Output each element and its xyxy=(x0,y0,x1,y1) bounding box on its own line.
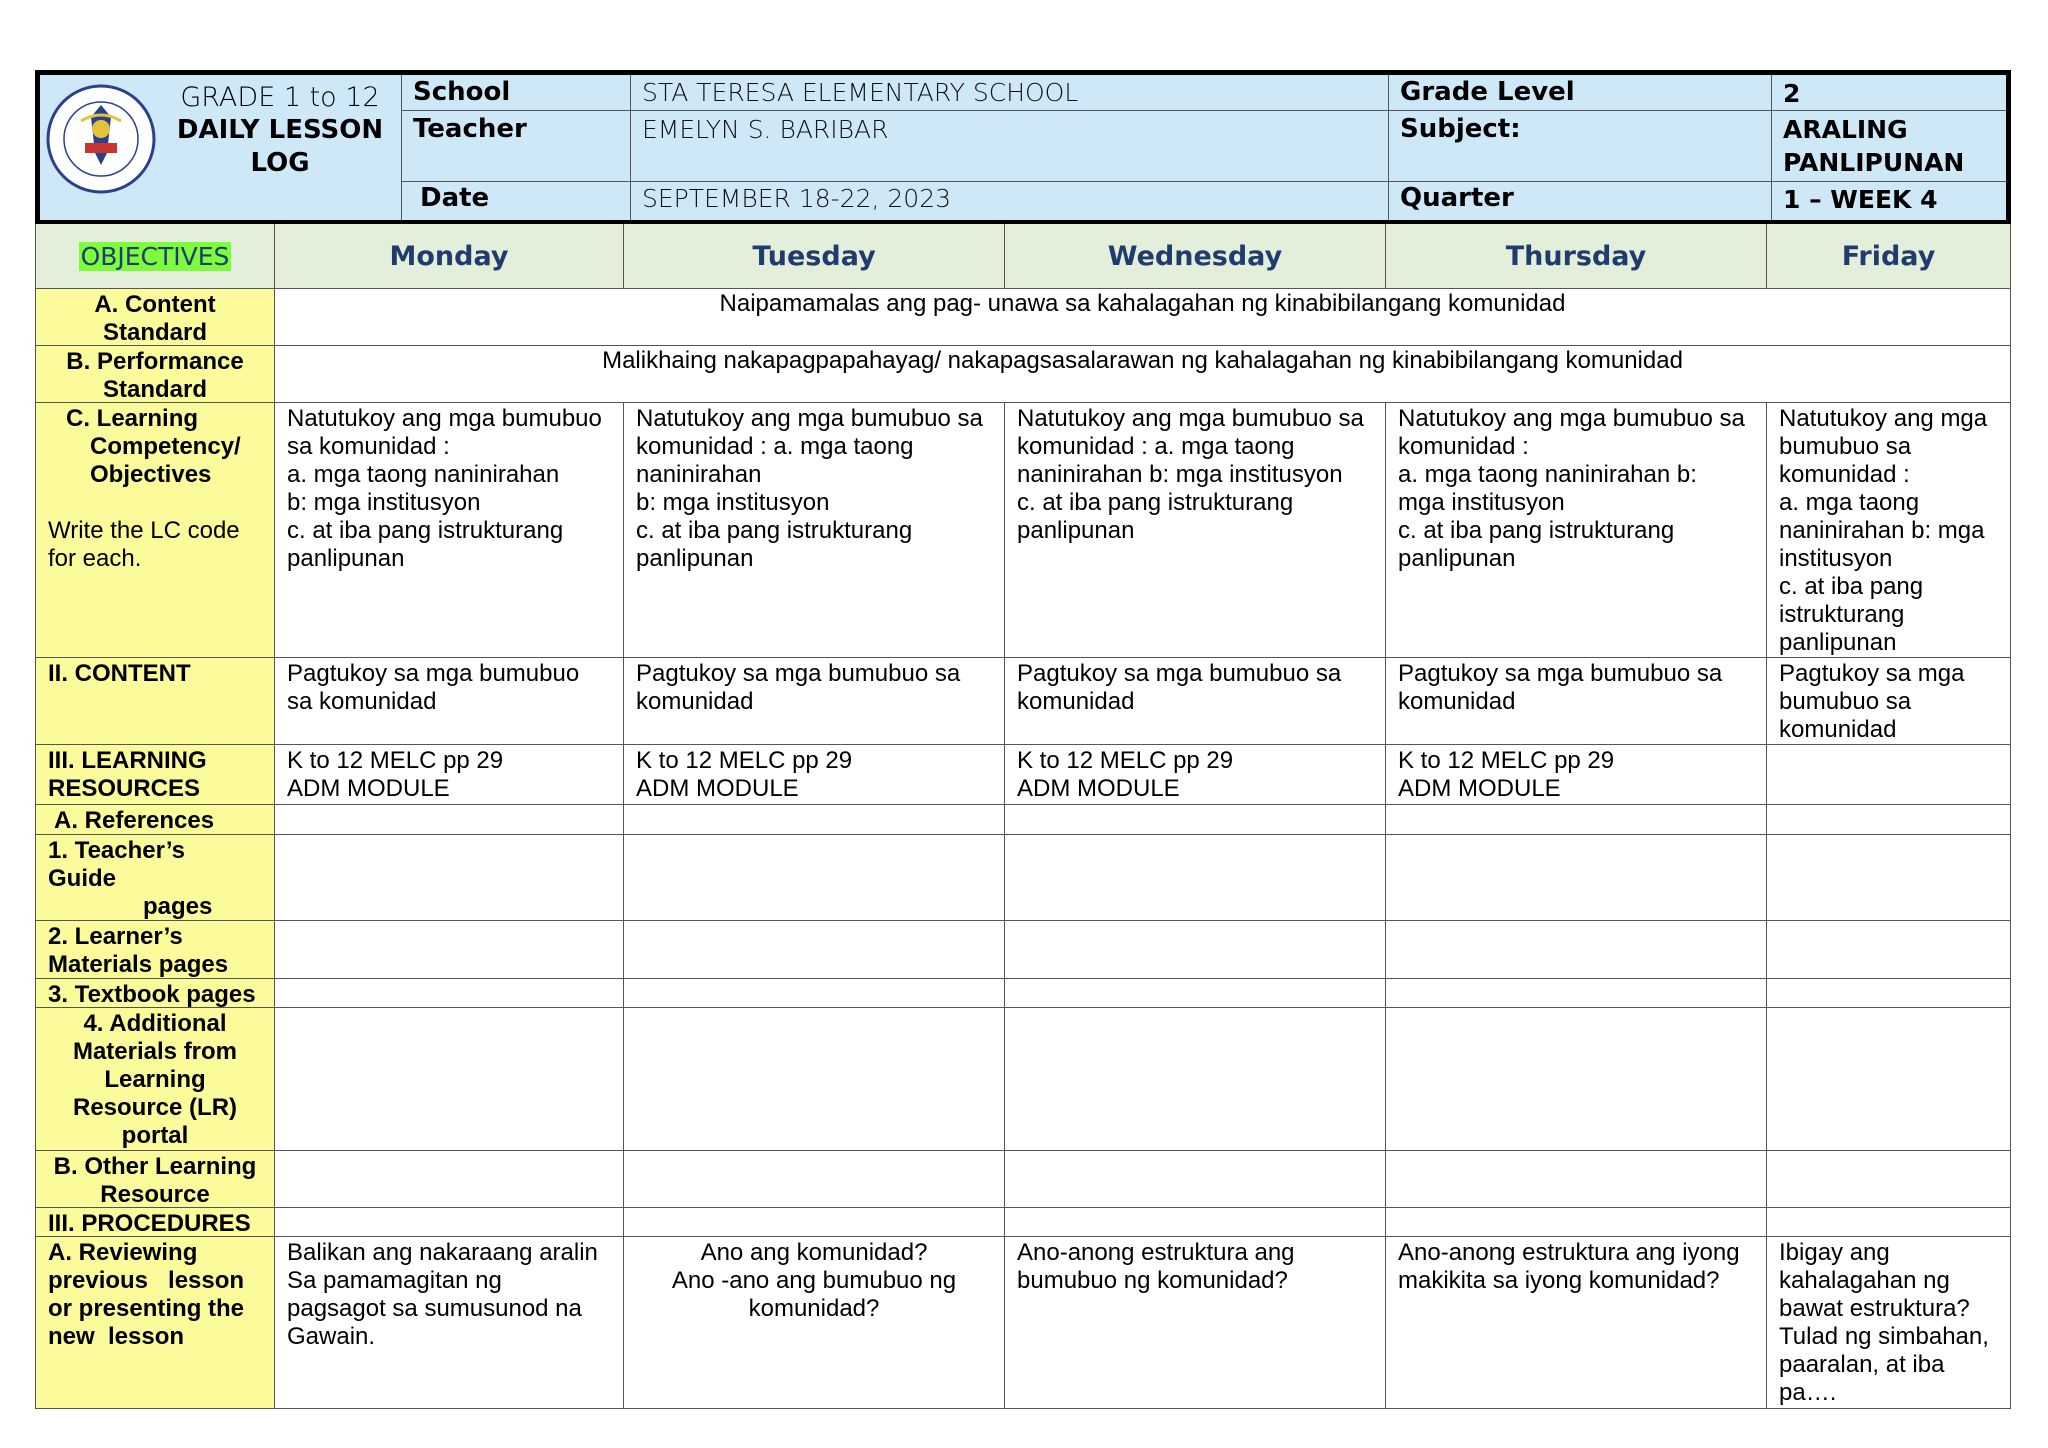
reviewing-label xyxy=(36,1237,275,1408)
date-label: Date xyxy=(420,183,490,213)
label-line: C. Learning xyxy=(66,405,199,432)
text-line: bumubuo ng komunidad? xyxy=(1017,1267,1288,1294)
row-learners-materials xyxy=(36,921,2010,979)
cell xyxy=(624,805,1005,834)
text-line: Pagtukoy sa mga bumubuo sa xyxy=(1398,660,1723,687)
text-line: Pagtukoy sa mga bumubuo xyxy=(287,660,580,687)
cell xyxy=(624,979,1005,1007)
label-line: Materials pages xyxy=(48,951,229,978)
lc-wednesday xyxy=(1005,403,1386,657)
text-line: naninirahan b: mga xyxy=(1779,517,1985,544)
cell xyxy=(275,1208,624,1236)
row-references xyxy=(36,805,2010,835)
text-line: panlipunan xyxy=(636,545,754,572)
text-line: c. at iba pang istrukturang xyxy=(636,517,913,544)
daily-lesson-log xyxy=(35,70,2011,1409)
text-line: panlipunan xyxy=(1779,629,1897,656)
header-block xyxy=(35,70,2011,224)
label-line: Resource xyxy=(100,1181,210,1208)
lc-thursday xyxy=(1386,403,1767,657)
content-tuesday xyxy=(624,658,1005,744)
label-line: A. Content xyxy=(94,291,216,318)
content-thursday xyxy=(1386,658,1767,744)
label-line: 4. Additional xyxy=(83,1010,227,1037)
cell xyxy=(275,979,624,1007)
label-line: III. LEARNING xyxy=(48,747,207,774)
cell xyxy=(1005,1151,1386,1207)
text-line: ADM MODULE xyxy=(287,775,450,802)
subject-value-line2: PANLIPUNAN xyxy=(1783,148,1965,177)
text-line: ADM MODULE xyxy=(1017,775,1180,802)
review-monday xyxy=(275,1237,624,1408)
cell xyxy=(624,1008,1005,1150)
text-line: sa komunidad xyxy=(287,688,437,715)
row-content-standard xyxy=(36,289,2010,346)
row-procedures xyxy=(36,1208,2010,1237)
day-header-monday: Monday xyxy=(275,224,624,288)
procedures-label: III. PROCEDURES xyxy=(36,1208,275,1236)
grade-level-value: 2 xyxy=(1783,79,1801,108)
text-line: K to 12 MELC pp 29 xyxy=(1017,747,1234,774)
grade-level-label: Grade Level xyxy=(1400,77,1575,107)
subject-label: Subject: xyxy=(1400,114,1521,144)
label-line: Learning xyxy=(104,1066,206,1093)
cell xyxy=(275,921,624,978)
learning-resources-label xyxy=(36,745,275,804)
cell xyxy=(1767,1208,2010,1236)
textbook-label: 3. Textbook pages xyxy=(36,979,275,1007)
cell xyxy=(1386,805,1767,834)
resources-monday xyxy=(275,745,624,804)
text-line: panlipunan xyxy=(1398,545,1516,572)
quarter-value: 1 – WEEK 4 xyxy=(1783,185,1938,214)
label-line: Standard xyxy=(102,376,207,403)
cell xyxy=(1386,921,1767,978)
learning-competency-label xyxy=(36,403,275,657)
cell xyxy=(1005,835,1386,920)
text-line: istrukturang xyxy=(1779,601,1905,628)
label-line: RESOURCES xyxy=(48,775,201,802)
quarter-label: Quarter xyxy=(1400,183,1514,213)
form-title-line1: GRADE 1 to 12 xyxy=(180,82,380,113)
objectives-header xyxy=(36,224,275,288)
content-standard-value: Naipamamalas ang pag- unawa sa kahalagahan ng kinabibilangang komunidad xyxy=(719,290,1566,317)
review-wednesday xyxy=(1005,1237,1386,1408)
text-line: Natutukoy ang mga bumubuo sa xyxy=(1017,405,1364,432)
form-title xyxy=(165,81,395,180)
label-line: A. Reviewing xyxy=(48,1239,198,1266)
text-line: a. mga taong xyxy=(1779,489,1920,516)
text-line: komunidad xyxy=(636,688,754,715)
cell xyxy=(1386,1208,1767,1236)
learners-materials-label xyxy=(36,921,275,978)
day-header-thursday: Thursday xyxy=(1386,224,1767,288)
label-line: Competency/ xyxy=(90,433,241,460)
text-line: makikita sa iyong komunidad? xyxy=(1398,1267,1720,1294)
row-learning-competency xyxy=(36,403,2010,658)
teacher-value: EMELYN S. BARIBAR xyxy=(642,115,889,144)
text-line: komunidad xyxy=(1398,688,1516,715)
content-monday xyxy=(275,658,624,744)
label-line: Guide xyxy=(48,865,117,892)
cell xyxy=(1386,979,1767,1007)
performance-standard-value: Malikhaing nakapagpapahayag/ nakapagsasalarawan ng kahalagahan ng kinabibilangang komunidad xyxy=(602,347,1683,374)
day-header-friday: Friday xyxy=(1841,240,1936,272)
text-line: b: mga institusyon xyxy=(287,489,481,516)
cell xyxy=(1005,921,1386,978)
form-title-line2: DAILY LESSON xyxy=(176,115,384,145)
cell xyxy=(1767,835,2010,920)
text-line: komunidad xyxy=(1017,688,1135,715)
text-line: Tulad ng simbahan, xyxy=(1779,1323,1989,1350)
objectives-header-text: OBJECTIVES xyxy=(80,241,230,271)
text-line: paaralan, at iba xyxy=(1779,1351,1945,1378)
row-other-resources xyxy=(36,1151,2010,1208)
label-line: previous lesson xyxy=(48,1267,245,1294)
label-line: B. Other Learning xyxy=(53,1153,257,1180)
label-line: portal xyxy=(121,1122,189,1149)
text-line: Ibigay ang xyxy=(1779,1239,1890,1266)
text-line: komunidad? xyxy=(748,1295,880,1322)
content-standard-label xyxy=(36,289,275,345)
review-tuesday xyxy=(624,1237,1005,1408)
form-title-line3: LOG xyxy=(250,148,310,178)
lc-friday xyxy=(1767,403,2010,657)
cell xyxy=(1767,1008,2010,1150)
text-line: ADM MODULE xyxy=(636,775,799,802)
lesson-table xyxy=(35,289,2011,1409)
cell xyxy=(624,835,1005,920)
text-line: komunidad : xyxy=(1398,433,1529,460)
cell xyxy=(1767,921,2010,978)
teacher-label: Teacher xyxy=(413,114,527,144)
cell xyxy=(275,1151,624,1207)
text-line: c. at iba pang istrukturang xyxy=(287,517,564,544)
additional-materials-label xyxy=(36,1008,275,1150)
resources-tuesday xyxy=(624,745,1005,804)
text-line: c. at iba pang istrukturang xyxy=(1017,489,1294,516)
text-line: Ano -ano ang bumubuo ng xyxy=(671,1267,957,1294)
deped-seal-icon xyxy=(45,83,157,195)
cell xyxy=(624,921,1005,978)
text-line: Natutukoy ang mga bumubuo sa xyxy=(636,405,983,432)
label-line: B. Performance xyxy=(66,348,244,375)
text-line: c. at iba pang istrukturang xyxy=(1398,517,1675,544)
text-line: komunidad : a. mga taong xyxy=(1017,433,1295,460)
text-line: Natutukoy ang mga xyxy=(1779,405,1988,432)
row-additional-materials xyxy=(36,1008,2010,1151)
text-line: panlipunan xyxy=(1017,517,1135,544)
text-line: Gawain. xyxy=(287,1323,376,1350)
cell xyxy=(624,1151,1005,1207)
text-line: bumubuo sa xyxy=(1779,688,1912,715)
cell xyxy=(1005,1008,1386,1150)
day-header-tuesday: Tuesday xyxy=(624,224,1005,288)
cell xyxy=(275,835,624,920)
teachers-guide-label xyxy=(36,835,275,920)
cell xyxy=(1386,835,1767,920)
subject-value xyxy=(1783,113,1964,179)
text-line: c. at iba pang xyxy=(1779,573,1924,600)
cell xyxy=(1005,1208,1386,1236)
cell xyxy=(1767,1151,2010,1207)
label-line: Objectives xyxy=(90,461,212,488)
text-line: Pagtukoy sa mga bumubuo sa xyxy=(1017,660,1342,687)
resources-friday xyxy=(1767,745,2010,804)
text-line: bumubuo sa xyxy=(1779,433,1912,460)
title-cell xyxy=(40,75,401,220)
label-line: 2. Learner’s xyxy=(48,923,183,950)
text-line: institusyon xyxy=(1779,545,1893,572)
cell xyxy=(1386,1151,1767,1207)
cell xyxy=(1767,979,2010,1007)
text-line: Pagtukoy sa mga bumubuo sa xyxy=(636,660,961,687)
row-textbook xyxy=(36,979,2010,1008)
cell xyxy=(1005,979,1386,1007)
label-line: or presenting the xyxy=(48,1295,245,1322)
text-line: Ano ang komunidad? xyxy=(700,1239,928,1266)
content-wednesday xyxy=(1005,658,1386,744)
cell xyxy=(275,805,624,834)
text-line: K to 12 MELC pp 29 xyxy=(636,747,853,774)
label-line: Resource (LR) xyxy=(72,1094,238,1121)
text-line: Balikan ang nakaraang aralin xyxy=(287,1239,598,1266)
label-line: new lesson xyxy=(48,1323,185,1350)
cell xyxy=(624,1208,1005,1236)
row-teachers-guide xyxy=(36,835,2010,921)
resources-thursday xyxy=(1386,745,1767,804)
row-learning-resources xyxy=(36,745,2010,805)
review-thursday xyxy=(1386,1237,1767,1408)
cell xyxy=(1005,805,1386,834)
row-reviewing xyxy=(36,1237,2010,1409)
text-line: Ano-anong estruktura ang iyong xyxy=(1398,1239,1740,1266)
text-line: naninirahan b: mga institusyon xyxy=(1017,461,1343,488)
date-value: SEPTEMBER 18-22, 2023 xyxy=(642,184,952,213)
text-line: Natutukoy ang mga bumubuo sa xyxy=(1398,405,1745,432)
text-line: pagsagot sa sumusunod na xyxy=(287,1295,582,1322)
text-line: komunidad : xyxy=(1779,461,1910,488)
references-label: A. References xyxy=(36,805,275,834)
text-line: pa…. xyxy=(1779,1379,1837,1406)
label-note: for each. xyxy=(48,545,142,572)
label-line: Standard xyxy=(102,319,207,346)
day-header-row xyxy=(35,224,2011,289)
text-line: Ano-anong estruktura ang xyxy=(1017,1239,1295,1266)
content-friday xyxy=(1767,658,2010,744)
text-line: b: mga institusyon xyxy=(636,489,830,516)
text-line: kahalagahan ng xyxy=(1779,1267,1950,1294)
text-line: a. mga taong naninirahan b: xyxy=(1398,461,1697,488)
row-content xyxy=(36,658,2010,745)
text-line: a. mga taong naninirahan xyxy=(287,461,560,488)
label-note: Write the LC code xyxy=(48,517,240,544)
cell xyxy=(1386,1008,1767,1150)
text-line: ADM MODULE xyxy=(1398,775,1561,802)
review-friday xyxy=(1767,1237,2010,1408)
text-line: mga institusyon xyxy=(1398,489,1565,516)
text-line: Natutukoy ang mga bumubuo xyxy=(287,405,602,432)
lc-tuesday xyxy=(624,403,1005,657)
text-line: naninirahan xyxy=(636,461,762,488)
text-line: Sa pamamagitan ng xyxy=(287,1267,502,1294)
day-header-wednesday: Wednesday xyxy=(1005,224,1386,288)
text-line: sa komunidad : xyxy=(287,433,450,460)
performance-standard-label xyxy=(36,346,275,402)
cell xyxy=(1767,805,2010,834)
label-line: 1. Teacher’s xyxy=(48,837,185,864)
text-line: panlipunan xyxy=(287,545,405,572)
text-line: komunidad : a. mga taong xyxy=(636,433,914,460)
label-line: Materials from xyxy=(72,1038,238,1065)
text-line: komunidad xyxy=(1779,716,1897,743)
row-performance-standard xyxy=(36,346,2010,403)
text-line: Pagtukoy sa mga xyxy=(1779,660,1965,687)
other-resources-label xyxy=(36,1151,275,1207)
subject-value-line1: ARALING xyxy=(1783,115,1908,144)
text-line: bawat estruktura? xyxy=(1779,1295,1970,1322)
cell xyxy=(275,1008,624,1150)
text-line: K to 12 MELC pp 29 xyxy=(1398,747,1615,774)
school-value: STA TERESA ELEMENTARY SCHOOL xyxy=(642,78,1079,107)
text-line: K to 12 MELC pp 29 xyxy=(287,747,504,774)
resources-wednesday xyxy=(1005,745,1386,804)
content-label: II. CONTENT xyxy=(36,658,275,744)
lc-monday xyxy=(275,403,624,657)
label-line: pages xyxy=(143,893,213,920)
school-label: School xyxy=(413,77,511,107)
